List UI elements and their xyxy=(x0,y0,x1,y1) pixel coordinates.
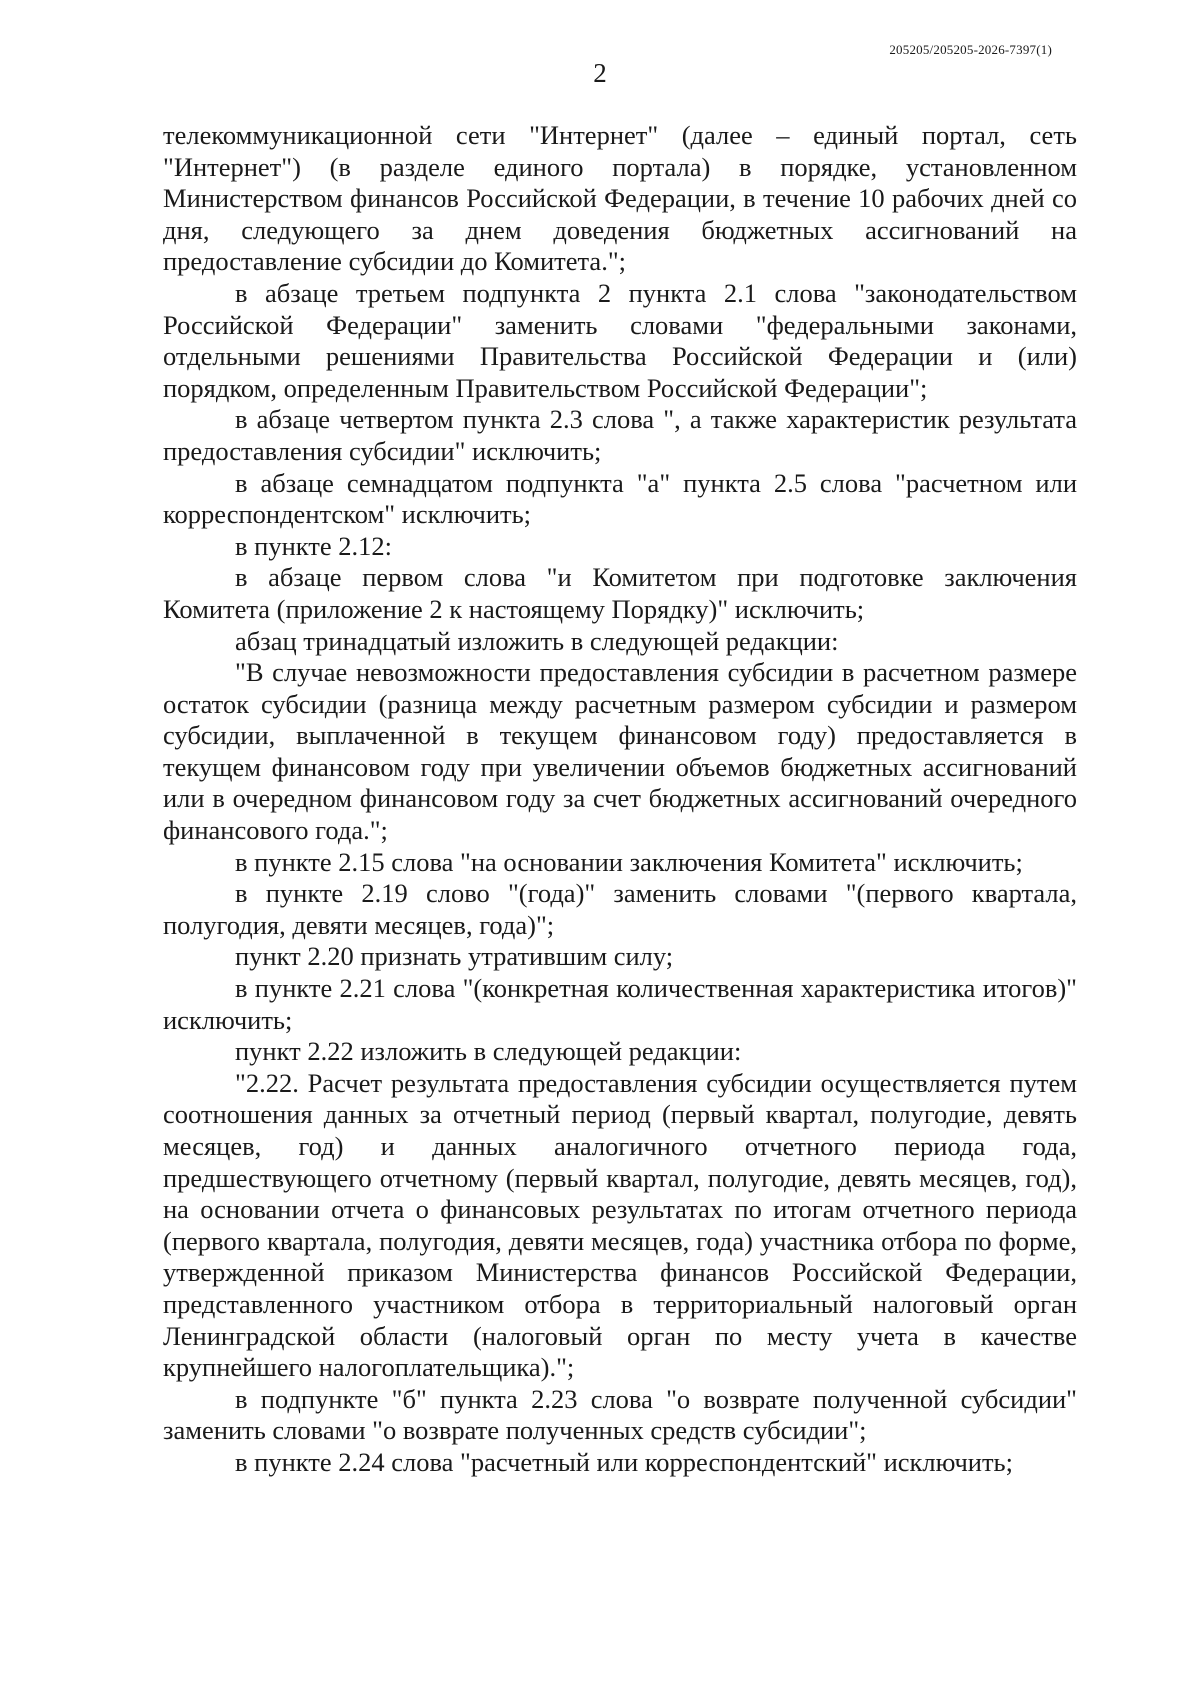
paragraph: в абзаце третьем подпункта 2 пункта 2.1 слова "законодательством Российской Федерации" заменить словами "федеральными законами, отдельными решениями Правительства Российской Федерации и (или) порядком, определенным Правительством Российской Федерации"; xyxy=(163,277,1077,403)
paragraph: телекоммуникационной сети "Интернет" (далее – единый портал, сеть "Интернет") (в разделе единого портала) в порядке, установленном Министерством финансов Российской Федерации, в течение 10 рабочих дней со дня, следующего за днем доведения бюджетных ассигнований на предоставление субсидии до Комитета."; xyxy=(163,120,1077,277)
paragraph: "2.22. Расчет результата предоставления субсидии осуществляется путем соотношения данных за отчетный период (первый квартал, полугодие, девять месяцев, год) и данных аналогичного отчетного периода года, предшествующего отчетному (первый квартал, полугодие, девять месяцев, год), на основании отчета о финансовых результатах по итогам отчетного периода (первого квартала, полугодия, девяти месяцев, года) участника отбора по форме, утвержденной приказом Министерства финансов Российской Федерации, представленного участником отбора в территориальный налоговый орган Ленинградской области (налоговый орган по месту учета в качестве крупнейшего налогоплательщика)."; xyxy=(163,1067,1077,1383)
document-body xyxy=(163,120,1077,1479)
paragraph: в пункте 2.12: xyxy=(235,530,392,561)
page-number: 2 xyxy=(593,58,607,88)
paragraph: в пункте 2.15 слова "на основании заключения Комитета" исключить; xyxy=(235,846,1023,877)
paragraph: "В случае невозможности предоставления субсидии в расчетном размере остаток субсидии (разница между расчетным размером субсидии и размером субсидии, выплаченной в текущем финансовом году) предоставляется в текущем финансовом году при увеличении объемов бюджетных ассигнований или в очередном финансовом году за счет бюджетных ассигнований очередного финансового года."; xyxy=(163,657,1077,846)
paragraph: в абзаце семнадцатом подпункта "а" пункта 2.5 слова "расчетном или корреспондентском" исключить; xyxy=(163,467,1077,530)
paragraph: в подпункте "б" пункта 2.23 слова "о возврате полученной субсидии" заменить словами "о возврате полученных средств субсидии"; xyxy=(163,1383,1077,1446)
paragraph: в абзаце четвертом пункта 2.3 слова ", а также характеристик результата предоставления субсидии" исключить; xyxy=(163,404,1077,466)
paragraph: пункт 2.22 изложить в следующей редакции: xyxy=(235,1036,742,1067)
paragraph: в абзаце первом слова "и Комитетом при подготовке заключения Комитета (приложение 2 к настоящему Порядку)" исключить; xyxy=(163,562,1077,624)
paragraph: в пункте 2.24 слова "расчетный или корреспондентский" исключить; xyxy=(235,1446,1013,1477)
paragraph: пункт 2.20 признать утратившим силу; xyxy=(235,941,674,972)
paragraph: в пункте 2.19 слово "(года)" заменить словами "(первого квартала, полугодия, девяти месяцев, года)"; xyxy=(163,878,1077,940)
document-id: 205205/205205-2026-7397(1) xyxy=(889,42,1052,57)
paragraph: в пункте 2.21 слова "(конкретная количественная характеристика итогов)" исключить; xyxy=(163,973,1077,1035)
paragraph: абзац тринадцатый изложить в следующей редакции: xyxy=(235,625,839,656)
